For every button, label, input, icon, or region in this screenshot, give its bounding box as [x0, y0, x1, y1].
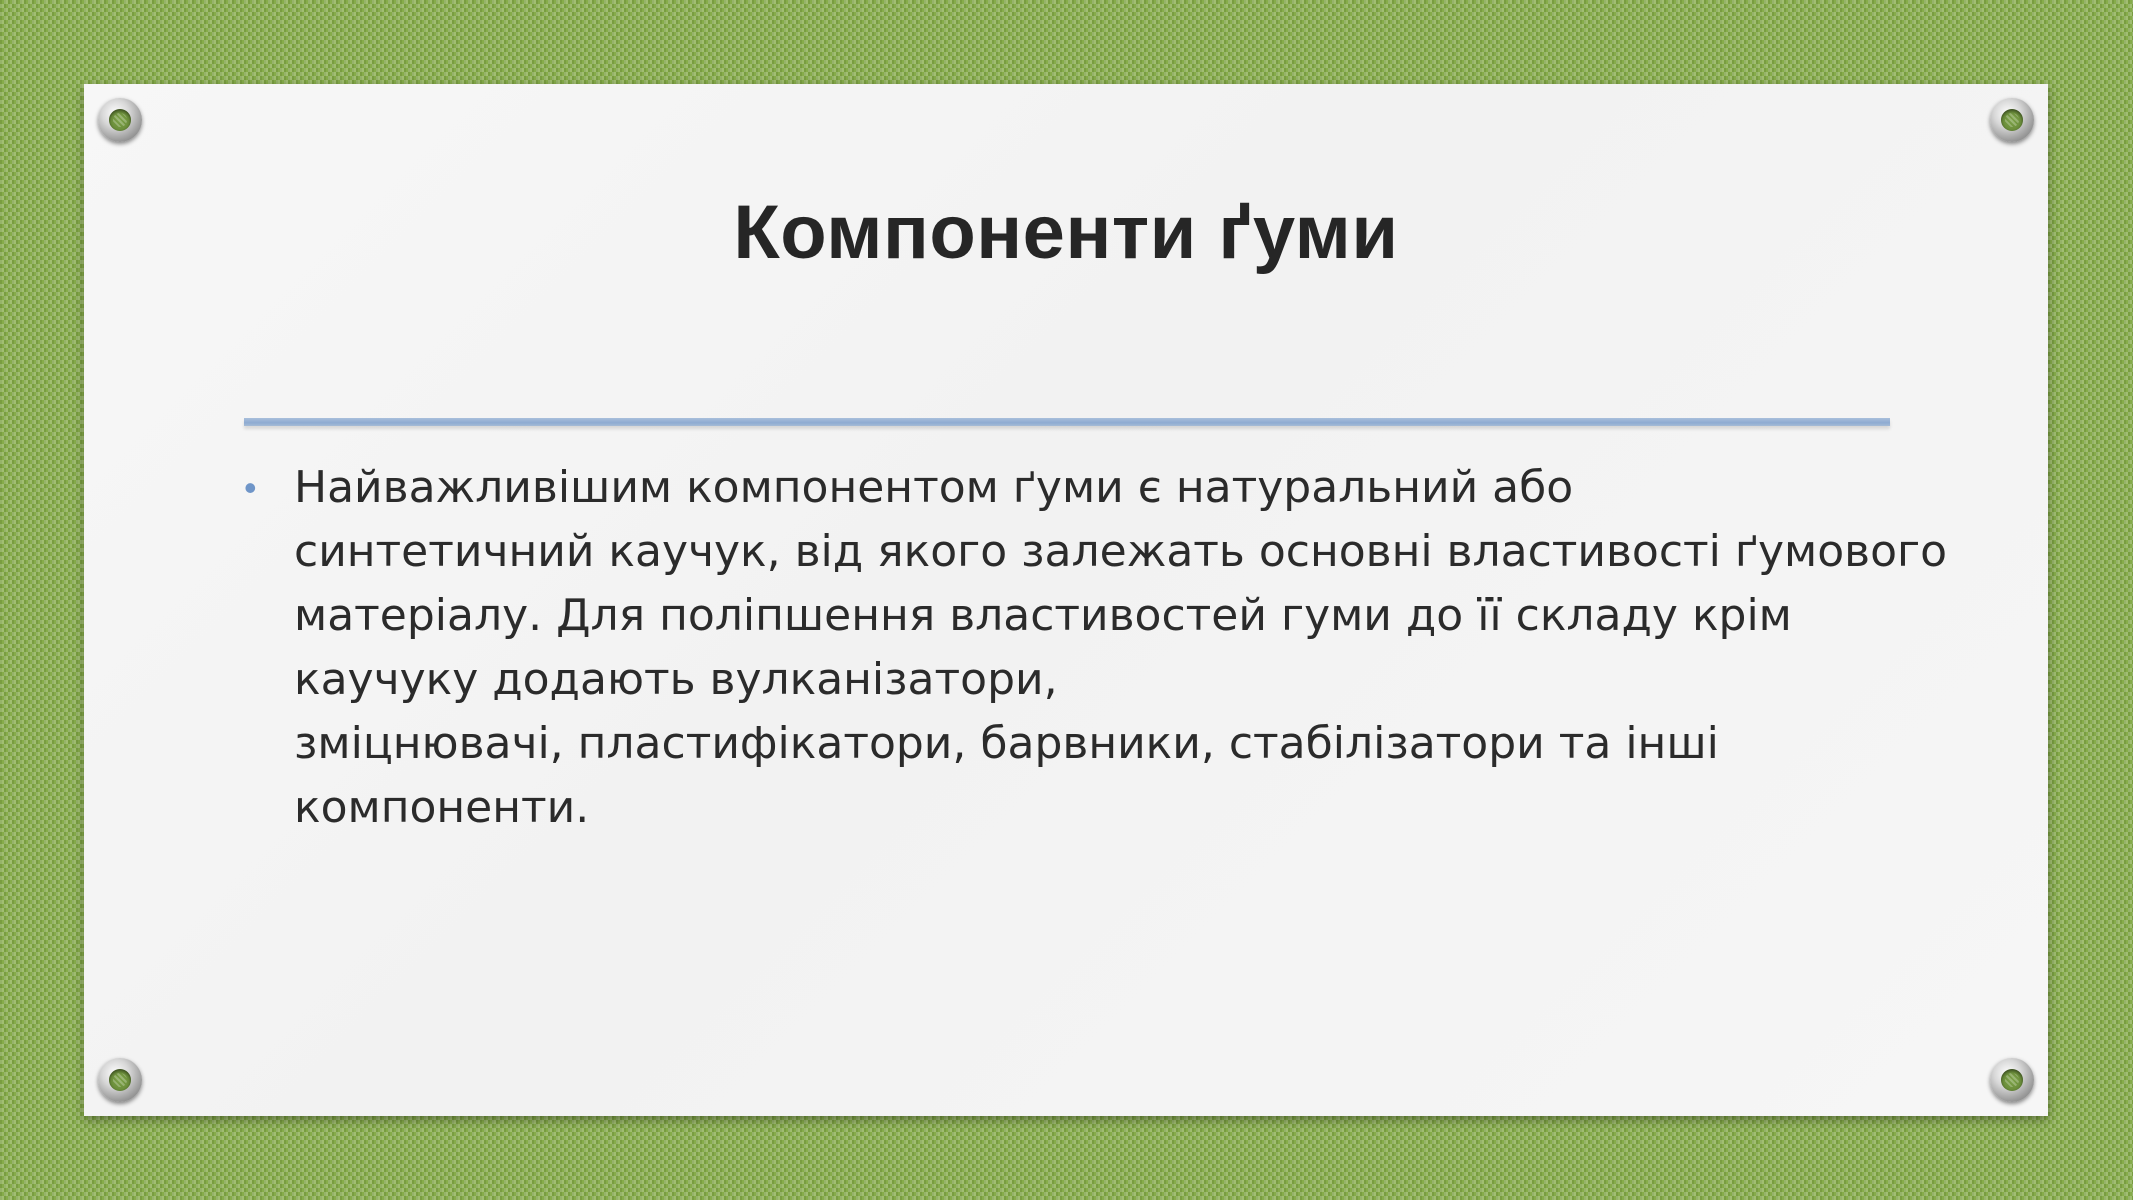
bullet-text-line: Найважливішим компонентом ґуми є натуральний або: [294, 462, 1574, 513]
bullet-text: [294, 456, 1947, 840]
bullet-list: [244, 456, 1948, 840]
slide-panel: [84, 84, 2048, 1116]
slide-title: Компоненти ґуми: [733, 190, 1399, 275]
bullet-text-line: зміцнювачі, пластифікатори, барвники, стабілізатори та інші: [294, 718, 1719, 769]
title-divider: [244, 418, 1890, 426]
screw-icon: [1990, 98, 2034, 142]
screw-icon: [98, 1058, 142, 1102]
screw-icon: [98, 98, 142, 142]
bullet-text-line: матеріалу. Для поліпшення властивостей гуми до її складу крім: [294, 590, 1792, 641]
screw-icon: [1990, 1058, 2034, 1102]
bullet-text-line: каучуку додають вулканізатори,: [294, 654, 1058, 705]
bullet-text-line: синтетичний каучук, від якого залежать основні властивості ґумового: [294, 526, 1948, 577]
bullet-text-line: компоненти.: [294, 782, 590, 833]
bullet-item: [244, 456, 1948, 840]
bullet-icon: •: [244, 467, 257, 508]
